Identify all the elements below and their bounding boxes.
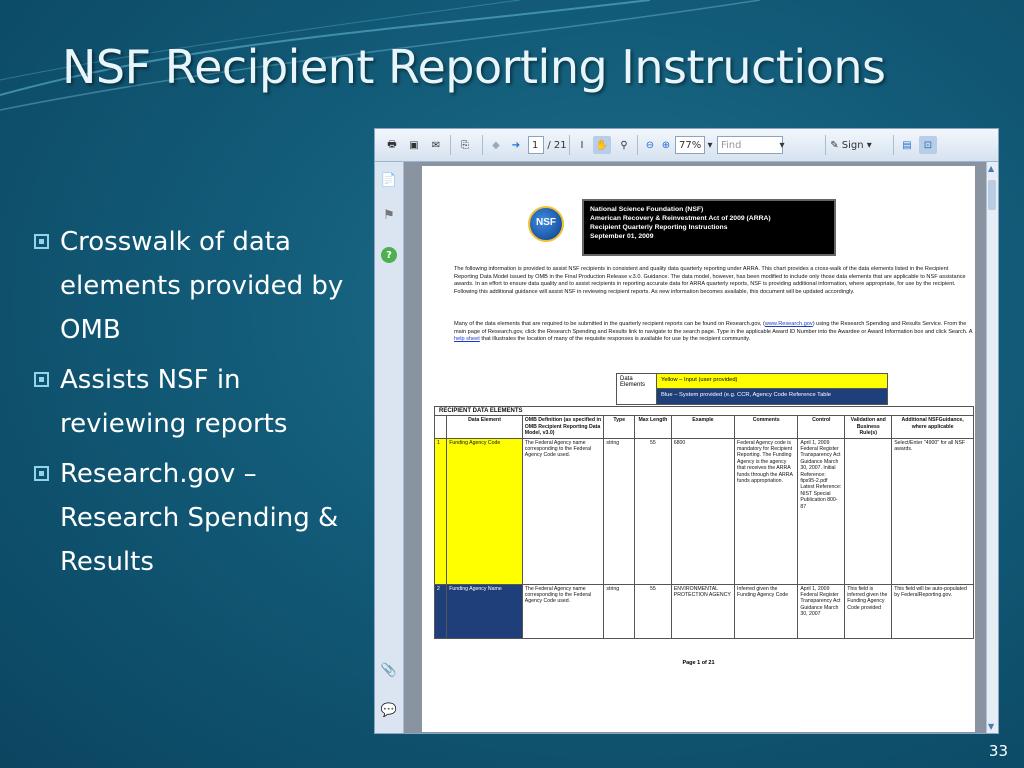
legend-blue: Blue – System provided (e.g. CCR, Agency Code Reference Table xyxy=(657,389,887,404)
hand-tool-icon[interactable]: ✋ xyxy=(593,136,611,154)
bullet-item xyxy=(34,452,354,584)
pdf-page xyxy=(422,166,975,732)
scrollbar-thumb[interactable] xyxy=(988,180,996,210)
cell-control: April 1, 2009 Federal Register Transparency Act Guidance March 30, 2007 xyxy=(798,584,845,638)
previous-page-icon[interactable]: ◆ xyxy=(492,139,500,151)
print-icon[interactable]: 🖶 xyxy=(387,138,397,150)
column-header: Additional NSFGuidance, where applicable xyxy=(892,416,974,438)
row-number: 1 xyxy=(435,438,447,584)
sign-label: Sign xyxy=(841,139,864,151)
fit-width-icon[interactable]: ⊡ xyxy=(919,136,937,154)
intro-paragraph: The following information is provided to assist NSF recipients in consistent and quality data quarterly reporting under ARRA. This chart provides a cross-walk of the data elements listed in the Recipient Reporting Data Model issued by OMB in the Final Production Release v.3.0. Guidance. The data model, however, has been modified to include only those data elements that are applicable to NSF assistance awards. In an effort to ensure data quality and to assist recipients in reporting accurate data for ARRA quarterly reports, NSF is providing additional information, where appropriate, for use by the recipient. Following this additional guidance will assist NSF in reviewing recipient reports. As new information becomes available, this document will be updated accordingly. xyxy=(454,266,966,295)
zoom-tool-icon[interactable]: ⚲ xyxy=(620,139,628,151)
research-gov-paragraph xyxy=(454,321,974,344)
column-header: Control xyxy=(798,416,845,438)
legend-label: Data Elements xyxy=(617,374,657,404)
legend-yellow: Yellow – Input (user provided) xyxy=(657,374,887,389)
zoom-out-icon[interactable]: ⊖ xyxy=(645,139,655,151)
bullet-text: Research.gov – Research Spending & Results xyxy=(60,459,339,577)
nsf-logo xyxy=(528,206,564,242)
select-tool-icon[interactable]: I xyxy=(580,139,584,151)
cell-type: string xyxy=(604,584,635,638)
bullet-text: Crosswalk of data elements provided by OMB xyxy=(60,227,344,345)
research-gov-link[interactable]: www.Research.gov xyxy=(764,321,813,327)
cell-element: Funding Agency Code xyxy=(447,438,523,584)
cell-comments: Federal Agency code is mandatory for Recipient Reporting. The Funding Agency is the agency that receives the ARRA funds through the ARRA funds appropriation. xyxy=(735,438,798,584)
header-line: September 01, 2009 xyxy=(590,233,654,240)
row-number: 2 xyxy=(435,584,447,638)
cell-validation: This field is inferred given the Funding Agency Code provided xyxy=(845,584,892,638)
cell-example: 6800 xyxy=(671,438,734,584)
para-text: that illustrates the location of many of the requisite responses is available for use by the recipient community. xyxy=(481,336,751,343)
help-sheet-link[interactable]: help sheet xyxy=(454,336,480,343)
page-total: / 21 xyxy=(547,139,567,151)
attachments-icon[interactable]: 📎 xyxy=(380,662,398,678)
help-icon[interactable]: ? xyxy=(381,247,397,263)
section-title: RECIPIENT DATA ELEMENTS xyxy=(435,407,974,416)
cell-validation xyxy=(845,438,892,584)
comments-icon[interactable]: 💬 xyxy=(380,702,398,718)
para-text: ) using the Research Spending and Results Service. From the main page of Research.gov, click the Research Spending and Results link to navigate to the search page. Type in the applicable Award ID Number into the Awardee or Award Information box and click Search. A xyxy=(454,321,973,335)
navigation-pane xyxy=(375,162,404,733)
column-header: Comments xyxy=(735,416,798,438)
header-line: National Science Foundation (NSF) xyxy=(590,206,704,213)
square-bullet-icon xyxy=(34,466,49,481)
fit-page-icon[interactable]: ▤ xyxy=(902,139,912,151)
column-header: Example xyxy=(671,416,734,438)
cell-example: ENVIRONMENTAL PROTECTION AGENCY xyxy=(671,584,734,638)
vertical-scrollbar[interactable] xyxy=(986,162,998,733)
pages-icon[interactable]: 📄 xyxy=(380,172,398,188)
clipboard-icon[interactable]: ⎘ xyxy=(461,139,469,151)
cell-guidance: Select/Enter "4900" for all NSF awards. xyxy=(892,438,974,584)
sign-button[interactable]: ✎ Sign ▾ xyxy=(830,139,872,151)
find-dropdown-icon[interactable]: ▾ xyxy=(779,139,785,151)
page-number-input[interactable]: 1 xyxy=(528,136,544,154)
square-bullet-icon xyxy=(34,372,49,387)
cell-guidance: This field will be auto-populated by FederalReporting.gov. xyxy=(892,584,974,638)
square-bullet-icon xyxy=(34,234,49,249)
page-footer: Page 1 of 21 xyxy=(682,660,715,666)
zoom-input[interactable]: 77% xyxy=(675,136,705,154)
header-line: American Recovery & Reinvestment Act of 2009 (ARRA) xyxy=(590,215,771,222)
column-header: Type xyxy=(604,416,635,438)
email-icon[interactable]: ✉ xyxy=(431,139,441,151)
cell-comments: Inferred given the Funding Agency Code xyxy=(735,584,798,638)
para-text: Many of the data elements that are required to be submitted in the quarterly recipient reports can be found on Research.gov, ( xyxy=(454,321,765,327)
table-row xyxy=(435,584,974,638)
viewer-toolbar xyxy=(375,129,998,162)
pen-icon: ✎ xyxy=(830,139,839,151)
scroll-down-icon[interactable]: ▼ xyxy=(988,722,995,731)
header-line: Recipient Quarterly Reporting Instructions xyxy=(590,224,728,231)
zoom-dropdown-icon[interactable]: ▾ xyxy=(707,139,713,151)
bullet-list xyxy=(34,220,354,590)
scroll-up-icon[interactable]: ▲ xyxy=(988,164,995,173)
bullet-item xyxy=(34,358,354,446)
bullet-item xyxy=(34,220,354,352)
save-icon[interactable]: ▣ xyxy=(409,139,419,151)
find-input[interactable]: Find xyxy=(717,136,783,154)
slide-number: 33 xyxy=(988,742,1008,760)
bullet-text: Assists NSF in reviewing reports xyxy=(60,365,288,439)
column-header: Data Element xyxy=(447,416,523,438)
next-page-icon[interactable]: ➔ xyxy=(511,139,521,151)
document-header xyxy=(582,199,836,256)
cell-control: April 1, 2009 Federal Register Transparency Act Guidance March 30, 2007. Initial Reference: fips95-2.pdf Latest Reference: NIST Special Publication 800-87 xyxy=(798,438,845,584)
document-area[interactable] xyxy=(404,162,986,733)
legend-box xyxy=(616,373,888,405)
slide-title: NSF Recipient Reporting Instructions xyxy=(62,40,886,94)
column-header: Max Length xyxy=(635,416,672,438)
data-elements-table xyxy=(434,406,974,639)
column-header: Validation and Business Rule(s) xyxy=(845,416,892,438)
cell-definition: The Federal Agency name corresponding to the Federal Agency Code used. xyxy=(522,584,604,638)
cell-max: 55 xyxy=(635,584,672,638)
cell-type: string xyxy=(604,438,635,584)
bookmarks-icon[interactable]: ⚑ xyxy=(383,207,395,223)
table-row xyxy=(435,438,974,584)
column-header: OMB Definition (as specified in OMB Recipient Reporting Data Model, v3.0) xyxy=(522,416,604,438)
logo-text: NSF xyxy=(536,217,556,228)
cell-element: Funding Agency Name xyxy=(447,584,523,638)
pdf-viewer-window xyxy=(374,128,999,734)
cell-max: 55 xyxy=(635,438,672,584)
cell-definition: The Federal Agency name corresponding to the Federal Agency Code used. xyxy=(522,438,604,584)
zoom-in-icon[interactable]: ⊕ xyxy=(661,139,671,151)
